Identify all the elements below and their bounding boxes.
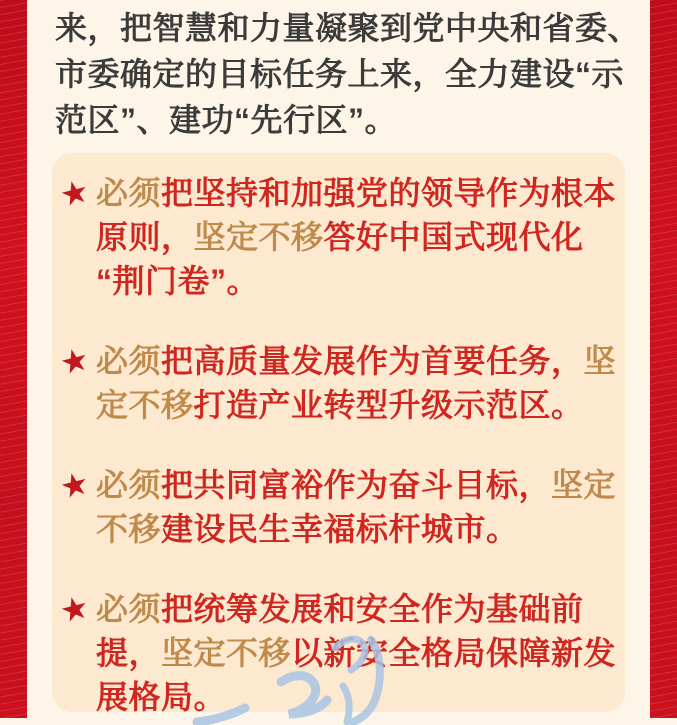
intro-line: 来，把智慧和力量凝聚到党中央和省委、	[55, 10, 641, 46]
red-body-text: 打造产业转型升级示范区。	[193, 387, 584, 423]
red-body-text: 提，	[96, 635, 162, 671]
left-red-border	[0, 0, 27, 718]
text-line	[96, 215, 617, 259]
item-text	[96, 463, 617, 551]
text-line	[96, 631, 617, 675]
bullet	[56, 463, 96, 514]
red-body-text: “荆门卷”。	[96, 263, 260, 299]
star-icon: ★	[56, 464, 93, 506]
text-line	[96, 259, 617, 303]
red-body-text: 把共同富裕作为奋斗目标，	[161, 467, 552, 503]
intro-line: 范区”、建功“先行区”。	[55, 102, 398, 138]
gold-emphasis-text: 必须	[96, 343, 162, 379]
gold-emphasis-text: 必须	[96, 175, 162, 211]
intro-line: 市委确定的目标任务上来，全力建设“示	[55, 56, 625, 92]
list-item	[56, 587, 617, 719]
star-icon: ★	[56, 340, 93, 382]
gold-emphasis-text: 坚定不移	[193, 219, 324, 255]
gold-emphasis-text: 坚定不移	[161, 635, 292, 671]
text-line	[96, 171, 617, 215]
text-line	[96, 463, 617, 507]
item-text	[96, 587, 617, 719]
item-text	[96, 171, 617, 303]
red-body-text: 展格局。	[96, 679, 227, 715]
red-body-text: 原则，	[96, 219, 194, 255]
list-item	[56, 171, 617, 303]
list-item	[56, 463, 617, 551]
gold-emphasis-text: 不移	[96, 511, 162, 547]
list-item	[56, 339, 617, 427]
gold-emphasis-text: 必须	[96, 591, 162, 627]
text-line	[96, 383, 617, 427]
bullet	[56, 587, 96, 638]
star-icon: ★	[56, 588, 93, 630]
red-body-text: 建设民生幸福标杆城市。	[161, 511, 519, 547]
gold-emphasis-text: 定不移	[96, 387, 194, 423]
red-body-text: 答好中国式现代化	[323, 219, 584, 255]
bullet	[56, 339, 96, 390]
star-icon: ★	[56, 172, 93, 214]
gold-emphasis-text: 必须	[96, 467, 162, 503]
red-body-text: 以新安全格局保障新发	[291, 635, 617, 671]
text-line	[96, 587, 617, 631]
text-line	[96, 675, 617, 719]
text-line	[96, 507, 617, 551]
red-body-text: 把高质量发展作为首要任务，	[161, 343, 584, 379]
bullet	[56, 171, 96, 222]
text-line	[96, 339, 617, 383]
item-text	[96, 339, 617, 427]
red-body-text: 把坚持和加强党的领导作为根本	[161, 175, 617, 211]
right-red-border	[650, 0, 677, 718]
intro-paragraph	[55, 5, 641, 143]
gold-emphasis-text: 坚定	[551, 467, 617, 503]
red-body-text: 把统筹发展和安全作为基础前	[161, 591, 584, 627]
highlight-panel	[52, 153, 625, 715]
gold-emphasis-text: 坚	[583, 343, 617, 379]
